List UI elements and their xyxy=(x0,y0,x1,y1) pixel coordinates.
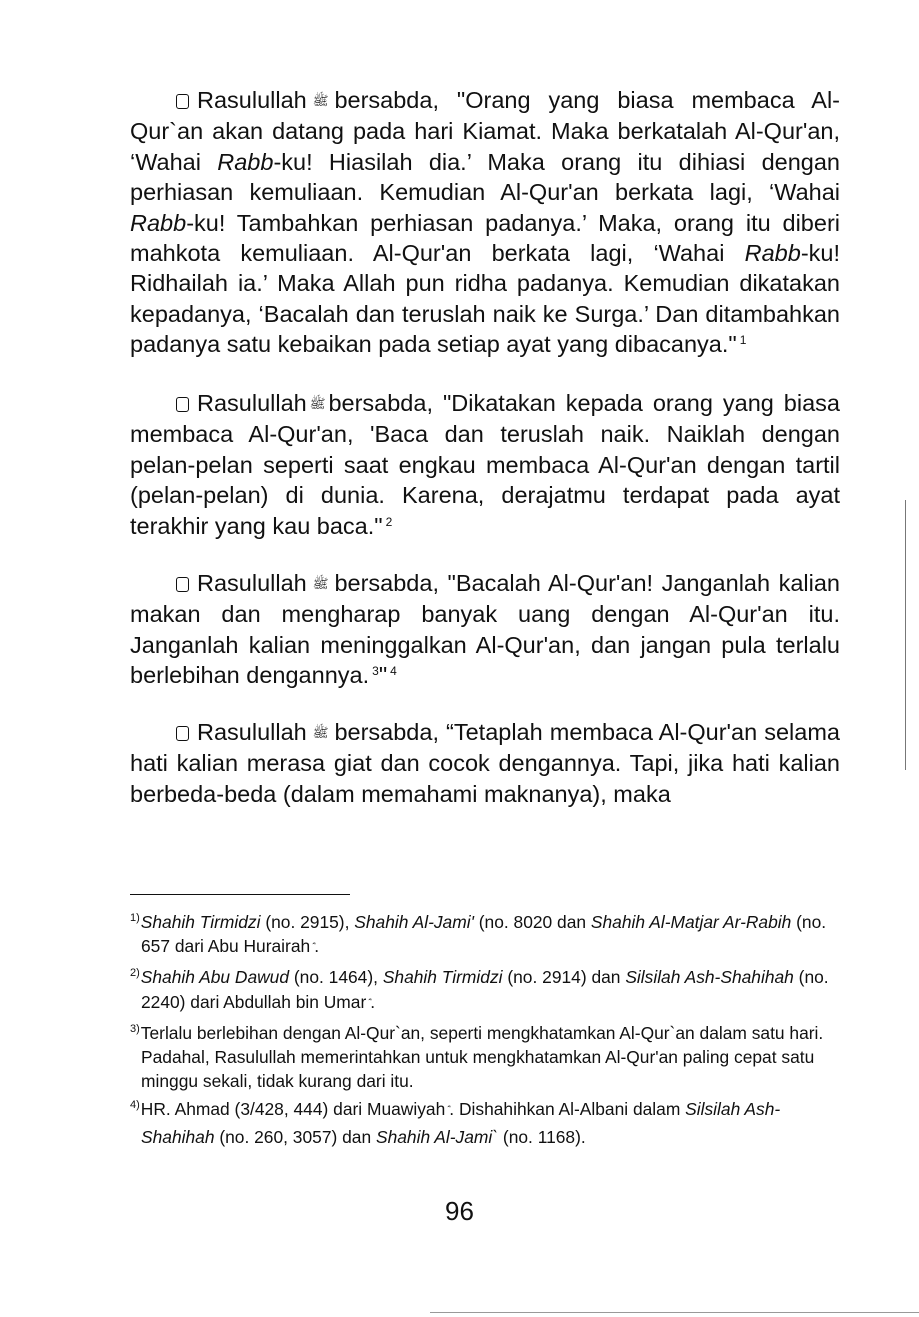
hadith-paragraph-2: Rasulullah ﷺ bersabda, "Dikatakan kepada orang yang biasa membaca Al-Qur'an, 'Baca dan teruslah naik. Naiklah dengan pelan-pelan seperti saat engkau membaca Al-Qur'an dengan tartil (pelan-pelan) di dunia. Karena, derajatmu terdapat pada ayat terakhir yang kau baca." $^2$ xyxy=(130,390,840,539)
page-number: 96 xyxy=(445,1196,474,1226)
footnote-item: $^{1)}$Shahih Tirmidzi (no. 2915), Shahih Al-Jami' (no. 8020 dan Shahih Al-Matjar Ar-Rabih (no. 657 dari Abu Hurairah . xyxy=(130,912,827,957)
footnote-ref: 2 xyxy=(385,514,393,529)
hadith-paragraph-4: Rasulullah ﷺ bersabda, “Tetaplah membaca Al-Qur'an selama hati kalian merasa giat dan cocok dengannya. Tapi, jika hati kalian berbeda-beda (dalam memahami maknanya), maka xyxy=(130,719,840,807)
checkbox-bullet-icon xyxy=(176,577,189,592)
footnote-item: $^{3)}$Terlalu berlebihan dengan Al-Qur`an, seperti mengkhatamkan Al-Qur`an dalam satu hari. Padahal, Rasulullah memerintahkan untuk mengkhatamkan Al-Qur'an paling cepat satu minggu sekali, tidak kurang dari itu. xyxy=(130,1022,824,1092)
footnote-ref: 3 xyxy=(372,664,379,679)
saw-honorific-icon: ﷺ xyxy=(312,576,329,591)
saw-honorific-icon: ﷺ xyxy=(309,396,326,411)
checkbox-bullet-icon xyxy=(176,726,189,741)
footnote-item: $^{2)}$Shahih Abu Dawud (no. 1464), Shahih Tirmidzi (no. 2914) dan Silsilah Ash-Shahihah (no. 2240) dari Abdullah bin Umar . xyxy=(130,967,829,1012)
checkbox-bullet-icon xyxy=(176,397,189,412)
footnotes xyxy=(130,906,842,1149)
footnote-ref: 4 xyxy=(390,664,397,679)
saw-honorific-icon: ﷺ xyxy=(312,93,329,108)
footnote-ref: 1 xyxy=(739,333,747,348)
scan-edge-line xyxy=(905,500,906,770)
footnote-divider xyxy=(130,894,350,895)
hadith-paragraph-1: Rasulullah ﷺ bersabda, "Orang yang biasa membaca Al-Qur`an akan datang pada hari Kiamat. Maka berkatalah Al-Qur'an, ‘Wahai Rabb-ku! Hiasilah dia.’ Maka orang itu dihiasi dengan perhiasan kemuliaan. Kemudian Al-Qur'an berkata lagi, ‘Wahai Rabb-ku! Tambahkan perhiasan padanya.’ Maka, orang itu diberi mahkota kemuliaan. Al-Qur'an berkata lagi, ‘Wahai Rabb-ku! Ridhailah ia.’ Maka Allah pun ridha padanya. Kemudian dikatakan kepadanya, ‘Bacalah dan teruslah naik ke Surga.’ Dan ditambahkan padanya satu kebaikan pada setiap ayat yang dibacanya." $^1$ xyxy=(130,87,840,358)
footnote-item: $^{4)}$HR. Ahmad (3/428, 444) dari Muawiyah . Dishahihkan Al-Albani dalam Silsilah Ash-Shahihah (no. 260, 3057) dan Shahih Al-Jami` (no. 1168). xyxy=(130,1099,781,1147)
saw-honorific-icon: ﷺ xyxy=(312,725,329,740)
checkbox-bullet-icon xyxy=(176,94,189,109)
hadith-paragraph-3: Rasulullah ﷺ bersabda, "Bacalah Al-Qur'an! Janganlah kalian makan dan mengharap banyak uang dengan Al-Qur'an itu. Janganlah kalian meninggalkan Al-Qur'an, dan jangan pula terlalu berlebihan dengannya. $^3$" $^4$ xyxy=(130,570,840,689)
scan-bottom-line xyxy=(430,1312,919,1313)
